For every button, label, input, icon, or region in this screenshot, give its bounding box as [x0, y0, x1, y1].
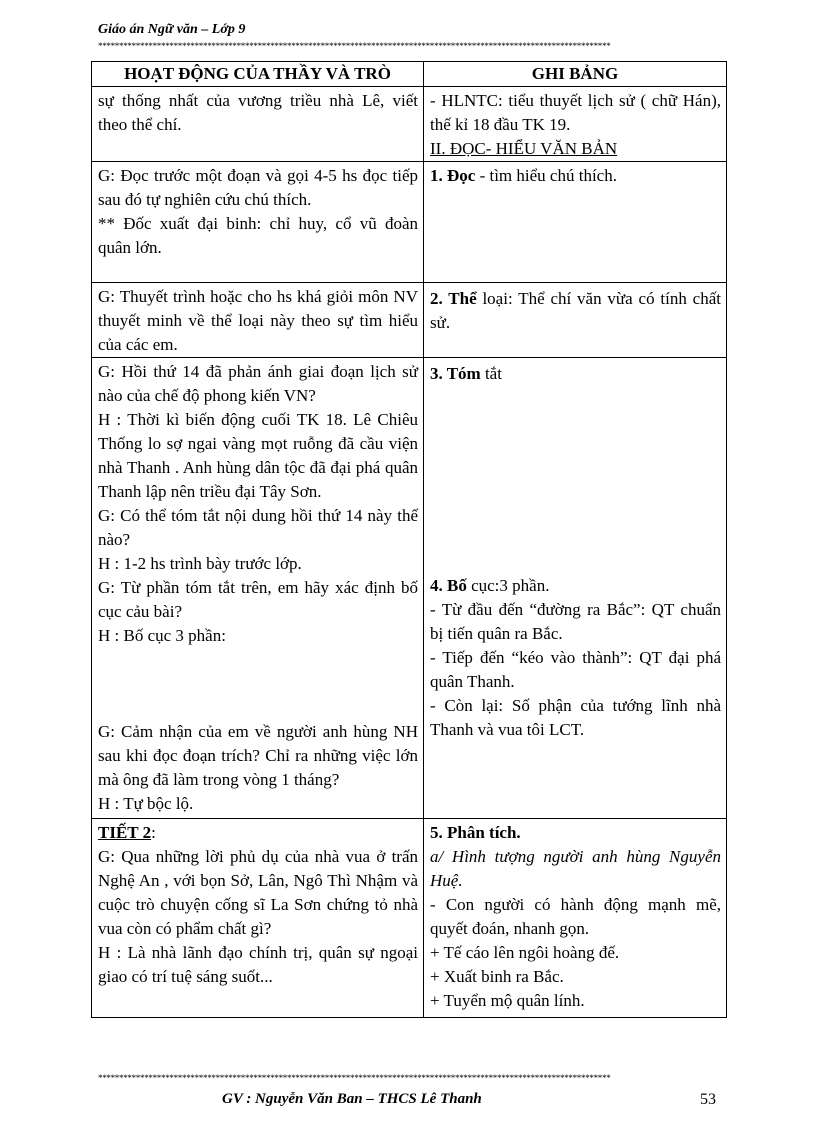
right-r5: [430, 360, 721, 386]
right-r6-bold: 4. Bố: [430, 576, 467, 595]
right-r4: [430, 287, 721, 335]
right-r12: - Con người có hành động mạnh mẽ, quyết đoán, nhanh gọn.: [430, 895, 721, 938]
left-p4: G: Thuyết trình hoặc cho hs khá giỏi môn NV thuyết minh về thể loại này theo sự tìm hiểu của các em.: [98, 287, 418, 354]
right-r4-text: loại: Thể chí văn vừa có tính chất sử.: [430, 289, 721, 332]
right-r8: - Tiếp đến “kéo vào thành”: QT đại phá quân Thanh.: [430, 648, 721, 691]
left-p2: G: Đọc trước một đoạn và gọi 4-5 hs đọc tiếp sau đó tự nghiên cứu chú thích.: [98, 166, 418, 209]
col2-header: GHI BẢNG: [424, 62, 727, 87]
right-r3-text: - tìm hiểu chú thích.: [475, 166, 617, 185]
right-r2: II. ĐỌC- HIỂU VĂN BẢN: [430, 139, 618, 158]
left-p8: H : 1-2 hs trình bày trước lớp.: [98, 554, 302, 573]
right-r13: + Tế cáo lên ngôi hoàng đế.: [430, 943, 620, 962]
tiet-2-colon: :: [151, 823, 156, 842]
right-r10: 5. Phân tích.: [430, 823, 521, 842]
tiet-2-label: TIẾT 2: [98, 823, 152, 842]
left-p7: G: Có thể tóm tắt nội dung hồi thứ 14 này thế nào?: [98, 506, 418, 549]
left-p15: H : Là nhà lãnh đạo chính trị, quân sự ngoại giao có trí tuệ sáng suốt...: [98, 943, 418, 986]
header-divider: **************************************************************************************************************************: [98, 42, 611, 51]
header-title: Giáo án Ngữ văn – Lớp 9: [98, 22, 246, 37]
right-r9: - Còn lại: Số phận của tướng lĩnh nhà Thanh và vua tôi LCT.: [430, 696, 721, 739]
right-r6-text: cục:3 phần.: [466, 576, 550, 595]
left-p14: G: Qua những lời phủ dụ của nhà vua ở trấn Nghệ An , với bọn Sở, Lân, Ngô Thì Nhậm và cuộc trò chuyện cống sĩ La Sơn chứng tỏ nhà vua còn có phẩm chất gì?: [98, 847, 418, 938]
right-r6: [430, 574, 721, 598]
left-p1: sự thống nhất của vương triều nhà Lê, viết theo thể chí.: [98, 91, 418, 134]
right-r3: [430, 164, 721, 188]
footer-author: GV : Nguyễn Văn Ban – THCS Lê Thanh: [222, 1091, 482, 1107]
right-r5-text: tắt: [480, 364, 502, 383]
left-p13: [98, 821, 418, 845]
left-p11: G: Cảm nhận của em về người anh hùng NH sau khi đọc đoạn trích? Chỉ ra những việc lớn mà ông đã làm trong vòng 1 tháng?: [98, 722, 418, 789]
footer-divider: **************************************************************************************************************************: [98, 1074, 611, 1083]
lesson-table: [91, 61, 727, 1018]
right-r7: - Từ đầu đến “đường ra Bắc”: QT chuẩn bị tiến quân ra Bắc.: [430, 600, 721, 643]
right-r11: a/ Hình tượng người anh hùng Nguyễn Huệ.: [430, 847, 721, 890]
right-r1: - HLNTC: tiểu thuyết lịch sử ( chữ Hán), thế kỉ 18 đầu TK 19.: [430, 91, 721, 134]
left-p10: H : Bố cục 3 phần:: [98, 626, 226, 645]
page-number: 53: [700, 1091, 716, 1108]
right-r5-bold: 3. Tóm: [430, 364, 481, 383]
left-p5: G: Hồi thứ 14 đã phản ánh giai đoạn lịch sử nào của chế độ phong kiến VN?: [98, 362, 418, 405]
right-r15: + Tuyển mộ quân lính.: [430, 991, 585, 1010]
left-p9: G: Từ phần tóm tắt trên, em hãy xác định bố cục cảu bài?: [98, 578, 418, 621]
left-p3: ** Đốc xuất đại binh: chỉ huy, cổ vũ đoàn quân lớn.: [98, 214, 418, 257]
right-r3-bold: 1. Đọc: [430, 166, 476, 185]
left-p12: H : Tự bộc lộ.: [98, 794, 194, 813]
right-r14: + Xuất binh ra Bắc.: [430, 967, 564, 986]
right-r4-bold: 2. Thể: [430, 289, 477, 308]
left-p6: H : Thời kì biến động cuối TK 18. Lê Chiêu Thống lo sợ ngai vàng mọt ruỗng đã cầu viện nhà Thanh . Anh hùng dân tộc đã đại phá quân Thanh lập nên triều đại Tây Sơn.: [98, 410, 418, 501]
col1-header: HOẠT ĐỘNG CỦA THẦY VÀ TRÒ: [92, 62, 424, 87]
